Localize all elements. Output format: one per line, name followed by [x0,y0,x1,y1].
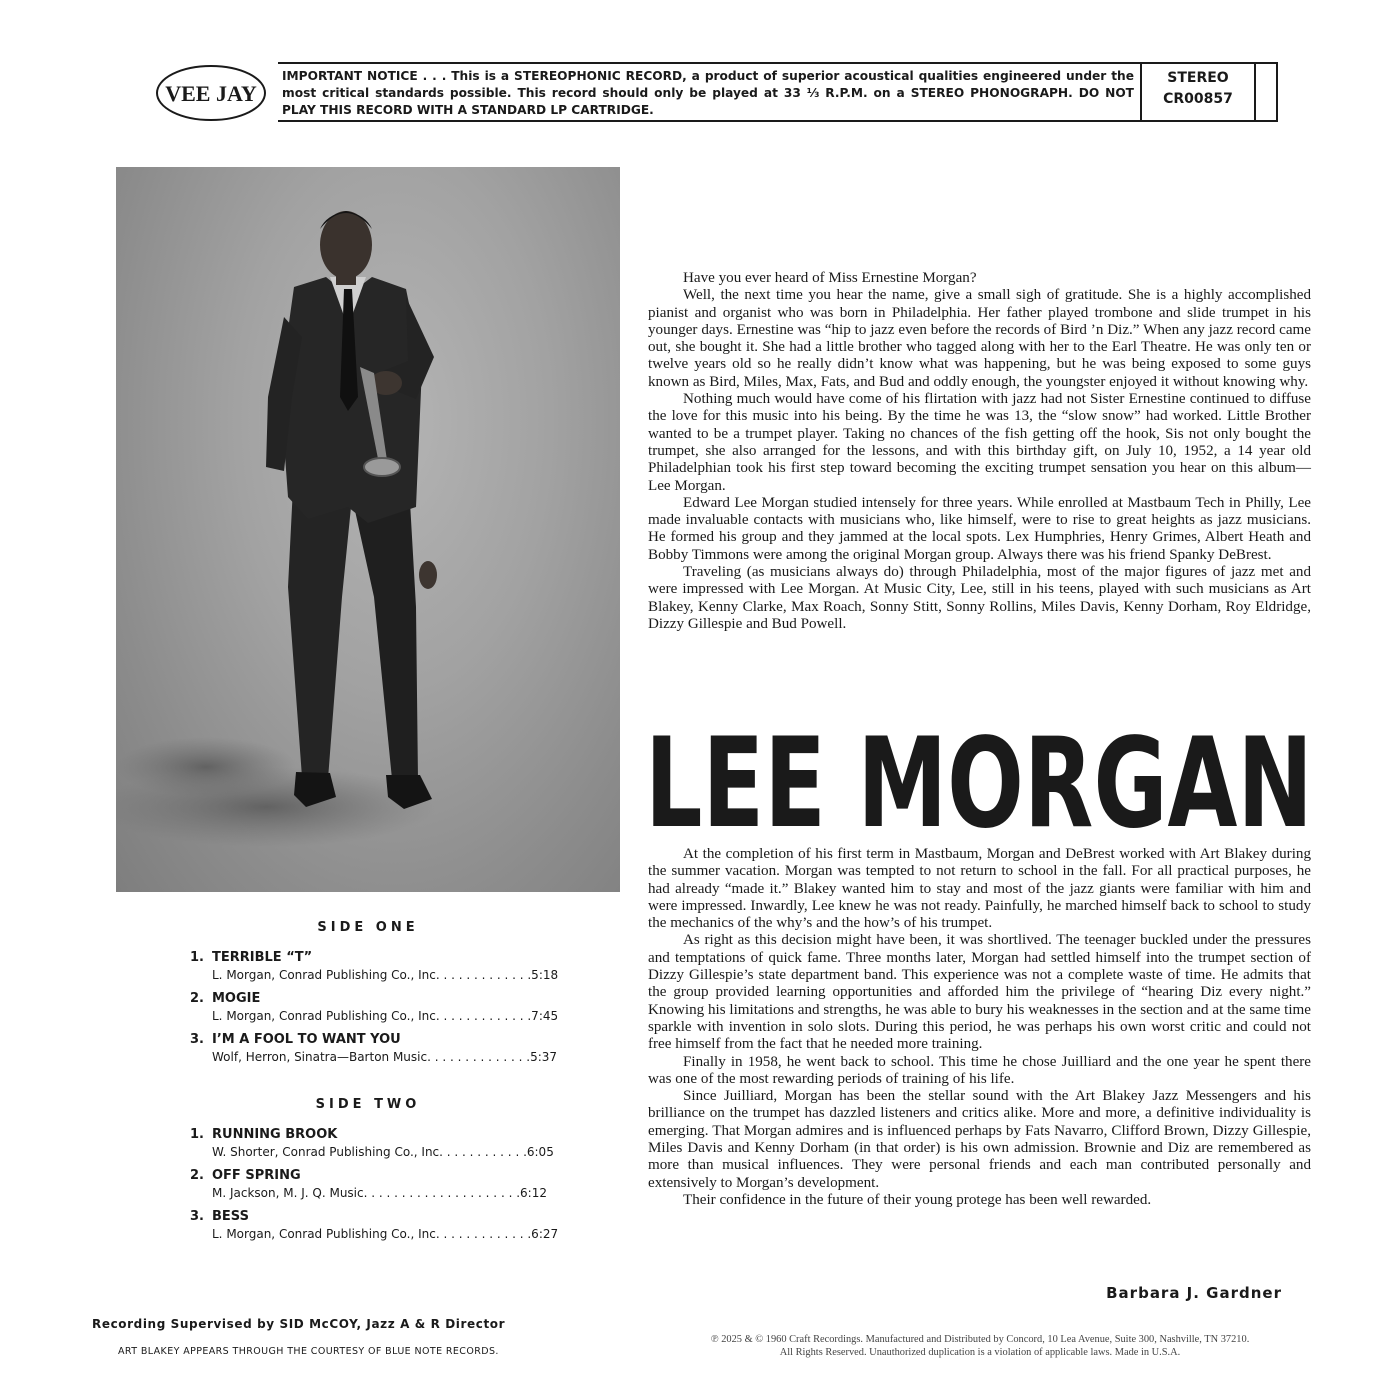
track-number: 3. [190,1032,204,1047]
catalog-number: CR00857 [1163,91,1233,107]
side-two-track-1 [190,1123,590,1159]
track-credit: L. Morgan, Conrad Publishing Co., Inc. . . . . . . . . . . . .7:45 [212,1009,559,1023]
liner-notes-bottom [648,846,1311,1209]
liner-notes-author: Barbara J. Gardner [1106,1284,1282,1302]
track-number: 2. [190,991,204,1006]
copyright-line: All Rights Reserved. Unauthorized duplication is a violation of applicable laws. Made in U.S.A. [779,1347,1181,1358]
side-two-track-3 [190,1205,590,1241]
album-title [645,722,1315,832]
album-title-text: LEE MORGAN [645,722,1313,832]
track-title: TERRIBLE “T” [212,950,313,965]
notice-divider [1254,64,1256,120]
side-one-track-3 [190,1028,590,1064]
side-one-track-1 [190,946,590,982]
track-number: 1. [190,1127,204,1142]
vee-jay-logo [155,64,267,122]
track-credit: Wolf, Herron, Sinatra—Barton Music. . . . . . . . . . . . . .5:37 [212,1050,558,1064]
side-one-heading: SIDE ONE [317,920,419,935]
track-title: OFF SPRING [212,1168,301,1183]
liner-paragraph: At the completion of his first term in Mastbaum, Morgan and DeBrest worked with Art Blakey during the summer vacation. Morgan was tempted to not return to school in the fall. For all practical purposes, he had already “made it.” Blakey wanted him to stay and most of the jazz giants were familiar with him and were impressed. Inwardly, Lee knew he was not ready. Painfully, he marched himself back to school to study the mechanics of the why’s and the how’s of his trumpet. [648,846,1311,932]
track-title: BESS [212,1209,249,1224]
track-number: 1. [190,950,204,965]
stereo-notice-box [278,62,1278,122]
side-two-heading: SIDE TWO [315,1097,421,1112]
liner-paragraph: Traveling (as musicians always do) through Philadelphia, most of the major figures of jazz met and were impressed with Lee Morgan. At Music City, Lee, still in his teens, played with such musicians as Art Blakey, Kenny Clarke, Max Roach, Sonny Stitt, Sonny Rollins, Miles Davis, Kenny Dorham, Roy Eldridge, Dizzy Gillespie and Bud Powell. [648,564,1311,632]
track-number: 3. [190,1209,204,1224]
format-label: STEREO [1167,70,1229,86]
courtesy-note: ART BLAKEY APPEARS THROUGH THE COURTESY OF BLUE NOTE RECORDS. [118,1346,499,1357]
recording-supervisor-credit: Recording Supervised by SID McCOY, Jazz A & R Director [92,1317,506,1331]
side-two-track-2 [190,1164,590,1200]
track-title: I’M A FOOL TO WANT YOU [212,1032,401,1047]
format-catalog-block [1142,68,1254,110]
artist-photo [116,167,620,892]
liner-paragraph: Well, the next time you hear the name, give a small sigh of gratitude. She is a highly accomplished pianist and organist who was born in Philadelphia. Her father played trombone and slide trumpet in his younger days. Ernestine was “hip to jazz even before the records of Bird ’n Diz.” When any jazz record came out, she bought it. She had a little brother who tagged along with her to the Earl Theatre. He was only ten or twelve years old so he really didn’t know what was happening, but he was being exposed to some guys known as Bird, Miles, Max, Fats, and Bud and oddly enough, the youngster enjoyed it without knowing why. [648,287,1311,390]
track-credit: L. Morgan, Conrad Publishing Co., Inc. . . . . . . . . . . . .5:18 [212,968,559,982]
track-credit: M. Jackson, M. J. Q. Music. . . . . . . . . . . . . . . . . . . . .6:12 [212,1186,547,1200]
liner-paragraph: Finally in 1958, he went back to school. This time he chose Juilliard and the one year he spent there was one of the most rewarding periods of training of his life. [648,1053,1311,1087]
liner-paragraph: Since Juilliard, Morgan has been the stellar sound with the Art Blakey Jazz Messengers and his brilliance on the trumpet has dazzled listeners and critics alike. More and more, a definitive individuality is emerging. That Morgan admires and is influenced perhaps by Fats Navarro, Clifford Brown, Dizzy Gillespie, Miles Davis and Kenny Dorham (in that order) is his own admission. Brownie and Diz are remembered as more than musical influences. They were personal friends and each man contributed personally and extensively to Morgan’s development. [648,1088,1311,1191]
copyright-notice [630,1333,1330,1359]
liner-paragraph: Have you ever heard of Miss Ernestine Morgan? [683,270,977,286]
track-title: MOGIE [212,991,261,1006]
track-credit: W. Shorter, Conrad Publishing Co., Inc. . . . . . . . . . . .6:05 [212,1145,554,1159]
stereo-notice-text: IMPORTANT NOTICE . . . This is a STEREOPHONIC RECORD, a product of superior acoustical qualities engineered under the most critical standards possible. This record should only be played at 33 ⅓ R.P.M. on a STEREO PHONOGRAPH. DO NOT PLAY THIS RECORD WITH A STANDARD LP CARTRIDGE. [282,69,1134,117]
liner-paragraph: As right as this decision might have been, it was shortlived. The teenager buckled under the pressures and temptations of quick fame. Three months later, Morgan had settled himself into the trumpet section of Dizzy Gillespie’s state department band. This experience was not a complete waste of time. He admits that the group provided learning opportunities and afforded him the privilege of “hearing Diz every night.” Knowing his limitations and strengths, he was able to bury his weaknesses in the section and at the same time sparkle with invention in solo slots. During this period, he was perhaps his own worst critic and could not free himself from the fact that he needed more training. [648,932,1311,1053]
liner-notes-top [648,270,1311,633]
track-title: RUNNING BROOK [212,1127,338,1142]
logo-text: VEE JAY [165,81,257,106]
side-one-track-2 [190,987,590,1023]
copyright-line: ℗ 2025 & © 1960 Craft Recordings. Manufactured and Distributed by Concord, 10 Lea Avenue, Suite 300, Nashville, TN 37210. [710,1334,1250,1345]
liner-paragraph: Their confidence in the future of their young protege has been well rewarded. [683,1191,1152,1208]
track-credit: L. Morgan, Conrad Publishing Co., Inc. . . . . . . . . . . . .6:27 [212,1227,559,1241]
liner-paragraph: Edward Lee Morgan studied intensely for three years. While enrolled at Mastbaum Tech in Philly, Lee made invaluable contacts with musicians who, like himself, were to rise to great heights as jazz musicians. He formed his group and they jammed at the local spots. Lex Humphries, Henry Grimes, Albert Heath and Bobby Timmons were among the original Morgan group. Always there was his friend Spanky DeBrest. [648,494,1311,563]
liner-paragraph: Nothing much would have come of his flirtation with jazz had not Sister Ernestine continued to diffuse the love for this music into his being. By the time he was 13, the “slow snow” had worked. Little Brother wanted to be a trumpet player. Taking no chances of the fish getting off the hook, Sis not only bought the trumpet, she also arranged for the lessons, and with this birthday gift, on July 10, 1952, a 14 year old Philadelphian took his first step toward becoming the exciting trumpet sensation you hear on this album—Lee Morgan. [648,391,1311,494]
trumpeter-silhouette [116,167,620,892]
track-number: 2. [190,1168,204,1183]
